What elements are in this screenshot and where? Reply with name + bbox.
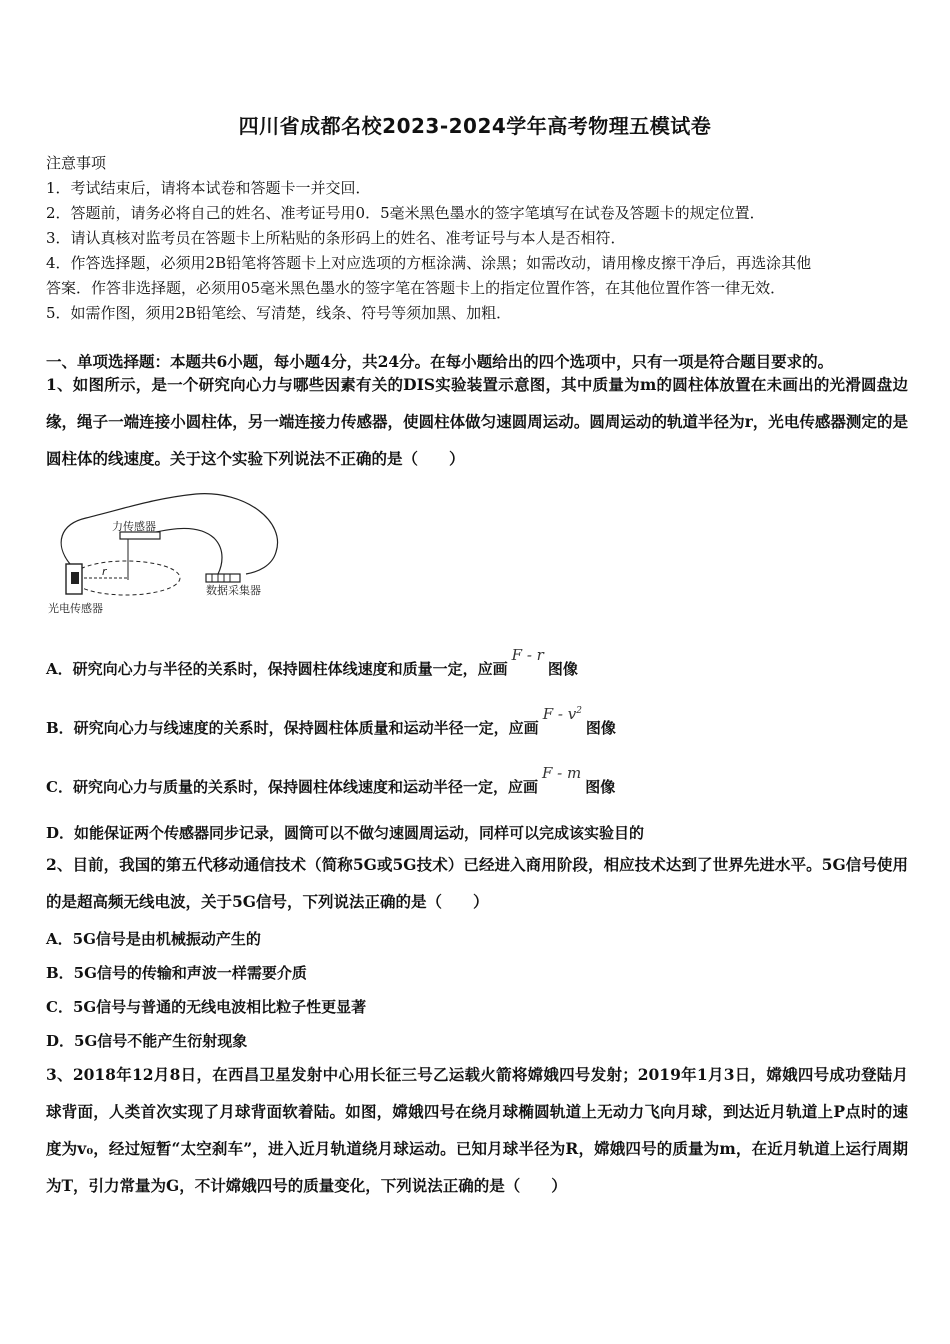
question-1-option-a: A．研究向心力与半径的关系时，保持圆柱体线速度和质量一定，应画F - r图像 xyxy=(46,646,578,678)
section-heading: 一、单项选择题：本题共6小题，每小题4分，共24分。在每小题给出的四个选项中，只有一项是符合题目要求的。 xyxy=(46,352,834,371)
data-collector-body xyxy=(206,574,240,582)
formula-f-r: F - r xyxy=(511,646,544,664)
question-2-option-d: D．5G信号不能产生衍射现象 xyxy=(46,1032,248,1050)
notes-item-3: 3．请认真核对监考员在答题卡上所粘贴的条形码上的姓名、准考证号与本人是否相符． xyxy=(46,229,626,247)
question-2-option-a: A．5G信号是由机械振动产生的 xyxy=(46,930,261,948)
dis-apparatus-figure xyxy=(46,482,286,622)
data-collector-label: 数据采集器 xyxy=(206,584,261,597)
force-sensor-label: 力传感器 xyxy=(112,520,156,533)
formula-f-m: F - m xyxy=(541,764,582,782)
page-title: 四川省成都名校2023-2024学年高考物理五模试卷 xyxy=(238,114,712,138)
notes-heading: 注意事项 xyxy=(46,154,107,172)
radius-label: r xyxy=(102,565,107,578)
question-2-stem: 2、目前，我国的第五代移动通信技术（简称5G或5G技术）已经进入商用阶段，相应技术达到了世界先进水平。5G信号使用的是超高频无线电波，关于5G信号，下列说法正确的是（ ） xyxy=(46,855,908,911)
cable-photo-sensor xyxy=(61,494,277,574)
notes-item-4: 4．作答选择题，必须用2B铅笔将答题卡上对应选项的方框涂满、涂黑；如需改动，请用橡皮擦干净后，再选涂其他 xyxy=(46,254,812,272)
photo-sensor-label: 光电传感器 xyxy=(48,602,103,615)
question-1-stem: 1、如图所示，是一个研究向心力与哪些因素有关的DIS实验装置示意图，其中质量为m的圆柱体放置在未画出的光滑圆盘边缘，绳子一端连接小圆柱体，另一端连接力传感器，使圆柱体做匀速圆周运动。圆周运动的轨道半径为r，光电传感器测定的是圆柱体的线速度。关于这个实验下列说法不正确的是（ ） xyxy=(46,375,908,468)
question-1-option-d: D．如能保证两个传感器同步记录，圆筒可以不做匀速圆周运动，同样可以完成该实验目的 xyxy=(46,824,645,842)
force-sensor-body xyxy=(120,532,160,539)
notes-item-4-cont: 答案．作答非选择题，必须用05毫米黑色墨水的签字笔在答题卡上的指定位置作答，在其他位置作答一律无效． xyxy=(46,279,786,297)
notes-item-2: 2．答题前，请务必将自己的姓名、准考证号用0．5毫米黑色墨水的签字笔填写在试卷及答题卡的规定位置． xyxy=(46,204,765,222)
notes-item-1: 1．考试结束后，请将本试卷和答题卡一并交回． xyxy=(46,179,371,197)
notes-item-5: 5．如需作图，须用2B铅笔绘、写清楚，线条、符号等须加黑、加粗． xyxy=(46,304,512,322)
formula-f-v2: F - $v^2$ xyxy=(542,705,582,723)
question-1-option-c: C．研究向心力与质量的关系时，保持圆柱体线速度和运动半径一定，应画F - m图像 xyxy=(46,764,616,796)
question-3-stem: 3、2018年12月8日，在西昌卫星发射中心用长征三号乙运载火箭将嫦娥四号发射；2019年1月3日，嫦娥四号成功登陆月球背面，人类首次实现了月球背面软着陆。如图，嫦娥四号在绕月球椭圆轨道上无动力飞向月球，到达近月轨道上P点时的速度为v₀，经过短暂“太空刹车”，进入近月轨道绕月球运动。已知月球半径为R，嫦娥四号的质量为m，在近月轨道上运行周期为T，引力常量为G，不计嫦娥四号的质量变化，下列说法正确的是（ ） xyxy=(46,1065,908,1195)
cylinder xyxy=(71,572,79,584)
question-1-option-b: B．研究向心力与线速度的关系时，保持圆柱体质量和运动半径一定，应画F - $v^2$图像 xyxy=(46,705,616,737)
question-2-option-b: B．5G信号的传输和声波一样需要介质 xyxy=(46,964,307,982)
question-2-option-c: C．5G信号与普通的无线电波相比粒子性更显著 xyxy=(46,998,367,1016)
